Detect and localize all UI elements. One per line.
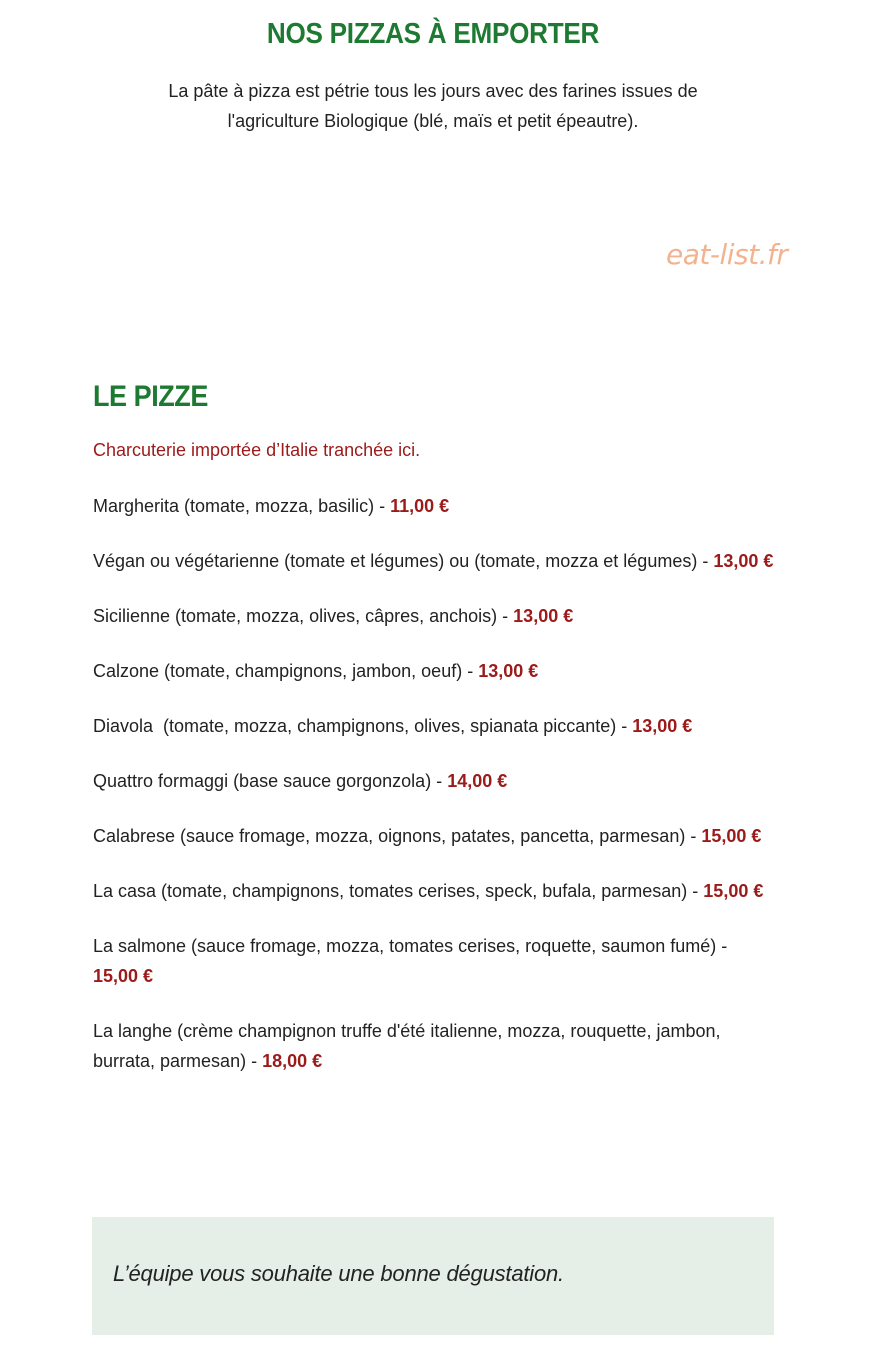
menu-item-la-salmone <box>93 931 733 991</box>
watermark: eat-list.fr <box>666 238 788 271</box>
menu-item-description: Sicilienne (tomate, mozza, olives, câpres, anchois) - <box>93 606 514 626</box>
menu-item-calabrese <box>93 821 783 851</box>
intro-text <box>0 76 866 136</box>
menu-item-price: 18,00 € <box>262 1051 323 1071</box>
menu-item-price: 13,00 € <box>513 606 574 626</box>
menu-item-la-langhe <box>93 1016 733 1076</box>
menu-item-diavola <box>93 711 783 741</box>
menu-item-vegan <box>93 546 783 576</box>
menu-item-price: 13,00 € <box>478 661 539 681</box>
menu-item-price: 14,00 € <box>447 771 508 791</box>
menu-item-description: La salmone (sauce fromage, mozza, tomates cerises, roquette, saumon fumé) - <box>93 936 728 956</box>
footer-message-box <box>92 1217 774 1335</box>
menu-item-description: La casa (tomate, champignons, tomates cerises, speck, bufala, parmesan) - <box>93 881 704 901</box>
intro-line-2: l'agriculture Biologique (blé, maïs et petit épeautre). <box>227 111 639 131</box>
menu-item-quattro-formaggi <box>93 766 783 796</box>
section-note: Charcuterie importée d’Italie tranchée ici. <box>93 440 421 460</box>
menu-item-description: La langhe (crème champignon truffe d'été italienne, mozza, rouquette, jambon, burrata, parmesan) - <box>93 1021 721 1071</box>
menu-item-description: Calabrese (sauce fromage, mozza, oignons, patates, pancetta, parmesan) - <box>93 826 702 846</box>
section-title: LE PIZZE <box>93 380 208 413</box>
menu-item-description: Margherita (tomate, mozza, basilic) - <box>93 496 391 516</box>
menu-item-sicilienne <box>93 601 783 631</box>
menu-item-price: 13,00 € <box>632 716 693 736</box>
menu-list <box>93 491 783 1101</box>
menu-item-price: 15,00 € <box>703 881 764 901</box>
menu-item-price: 15,00 € <box>93 966 154 986</box>
menu-item-price: 15,00 € <box>701 826 762 846</box>
intro-line-1: La pâte à pizza est pétrie tous les jours avec des farines issues de <box>168 81 698 101</box>
page-title: NOS PIZZAS À EMPORTER <box>266 18 600 50</box>
footer-message: L’équipe vous souhaite une bonne dégustation. <box>113 1261 564 1286</box>
menu-item-description: Quattro formaggi (base sauce gorgonzola) - <box>93 771 448 791</box>
menu-item-description: Végan ou végétarienne (tomate et légumes) ou (tomate, mozza et légumes) - <box>93 551 714 571</box>
menu-item-price: 13,00 € <box>713 551 774 571</box>
menu-item-margherita <box>93 491 783 521</box>
menu-item-description: Diavola (tomate, mozza, champignons, olives, spianata piccante) - <box>93 716 633 736</box>
menu-item-la-casa <box>93 876 783 906</box>
menu-item-calzone <box>93 656 783 686</box>
menu-item-price: 11,00 € <box>390 496 450 516</box>
menu-item-description: Calzone (tomate, champignons, jambon, oeuf) - <box>93 661 479 681</box>
